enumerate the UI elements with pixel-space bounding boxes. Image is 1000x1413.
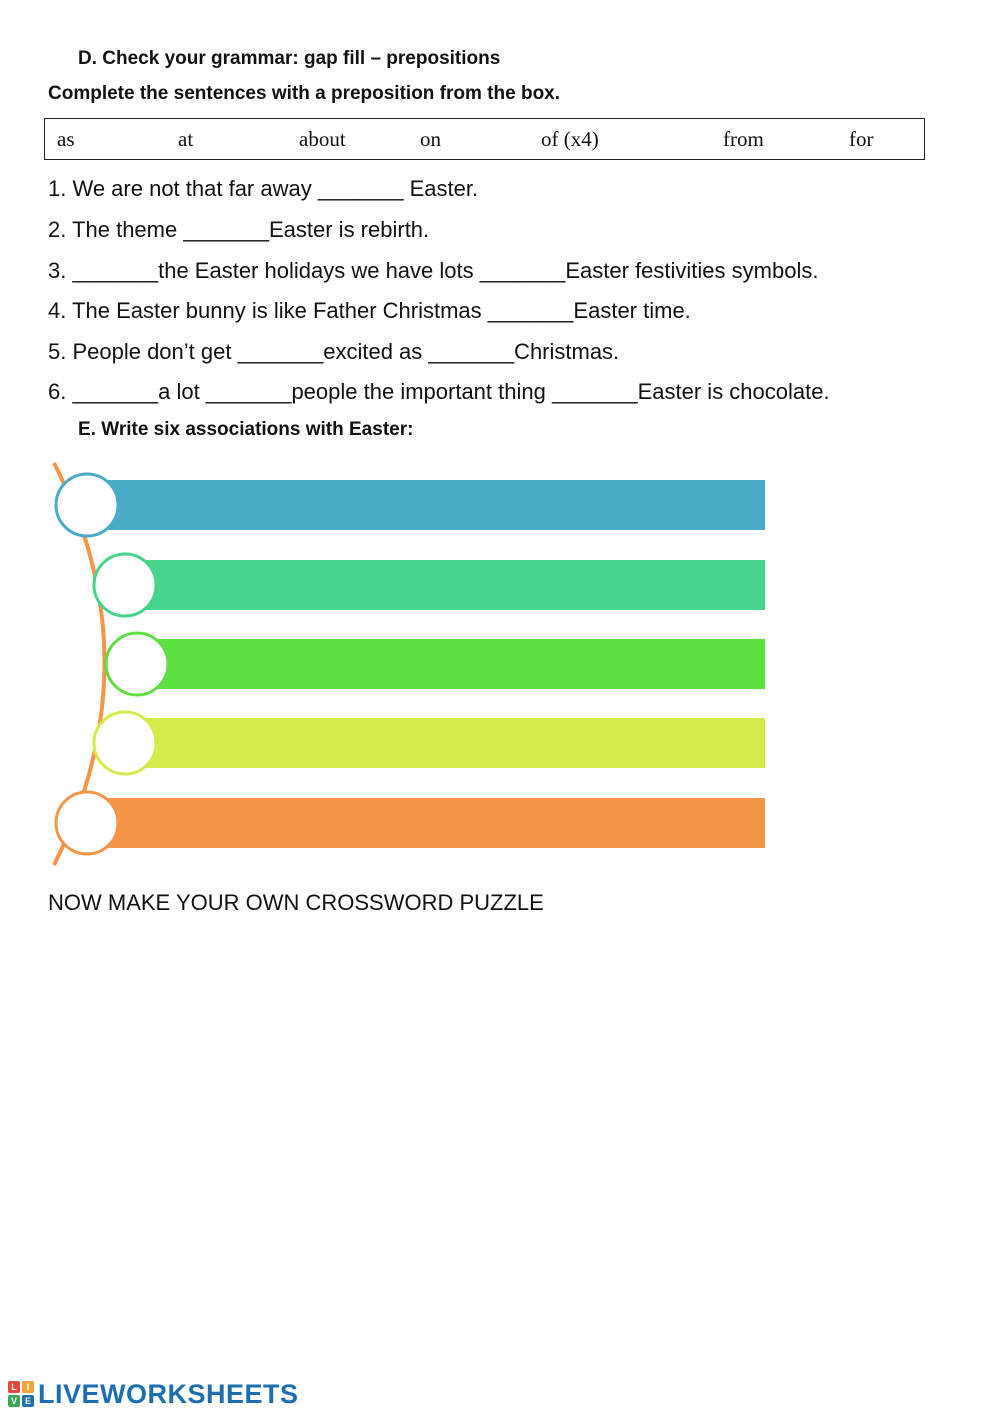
logo-text: LIVEWORKSHEETS xyxy=(38,1378,299,1409)
association-bar-2[interactable] xyxy=(125,560,765,610)
association-circle-3 xyxy=(106,633,168,695)
word-box xyxy=(44,118,925,160)
sentence-5: 5. People don’t get _______excited as _______Christmas. xyxy=(48,339,620,364)
association-bar-5[interactable] xyxy=(87,798,765,848)
association-circle-2 xyxy=(94,554,156,616)
word-from: from xyxy=(723,127,764,151)
association-bar-3[interactable] xyxy=(137,639,765,689)
sentence-4: 4. The Easter bunny is like Father Christmas _______Easter time. xyxy=(48,298,691,323)
word-about: about xyxy=(299,127,346,151)
instruction-text: Complete the sentences with a preposition from the box. xyxy=(48,83,561,104)
sentence-3: 3. _______the Easter holidays we have lots _______Easter festivities symbols. xyxy=(48,258,819,283)
sentence-1: 1. We are not that far away _______ Easter. xyxy=(48,176,479,201)
word-on: on xyxy=(420,127,441,151)
association-circle-5 xyxy=(56,792,118,854)
associations-diagram xyxy=(40,455,780,875)
word-as: as xyxy=(57,127,75,151)
liveworksheets-logo xyxy=(8,1378,299,1410)
section-e-heading: E. Write six associations with Easter: xyxy=(78,419,414,440)
sentence-6: 6. _______a lot _______people the important thing _______Easter is chocolate. xyxy=(48,379,830,404)
logo-icon: L I V E xyxy=(8,1381,34,1407)
word-for: for xyxy=(849,127,874,151)
crossword-instruction: NOW MAKE YOUR OWN CROSSWORD PUZZLE xyxy=(48,890,544,915)
word-of: of (x4) xyxy=(541,127,599,151)
association-circle-4 xyxy=(94,712,156,774)
sentence-2: 2. The theme _______Easter is rebirth. xyxy=(48,217,430,242)
association-circle-1 xyxy=(56,474,118,536)
association-bar-4[interactable] xyxy=(125,718,765,768)
word-at: at xyxy=(178,127,194,151)
section-d-heading: D. Check your grammar: gap fill – prepositions xyxy=(78,48,501,69)
association-bar-1[interactable] xyxy=(87,480,765,530)
